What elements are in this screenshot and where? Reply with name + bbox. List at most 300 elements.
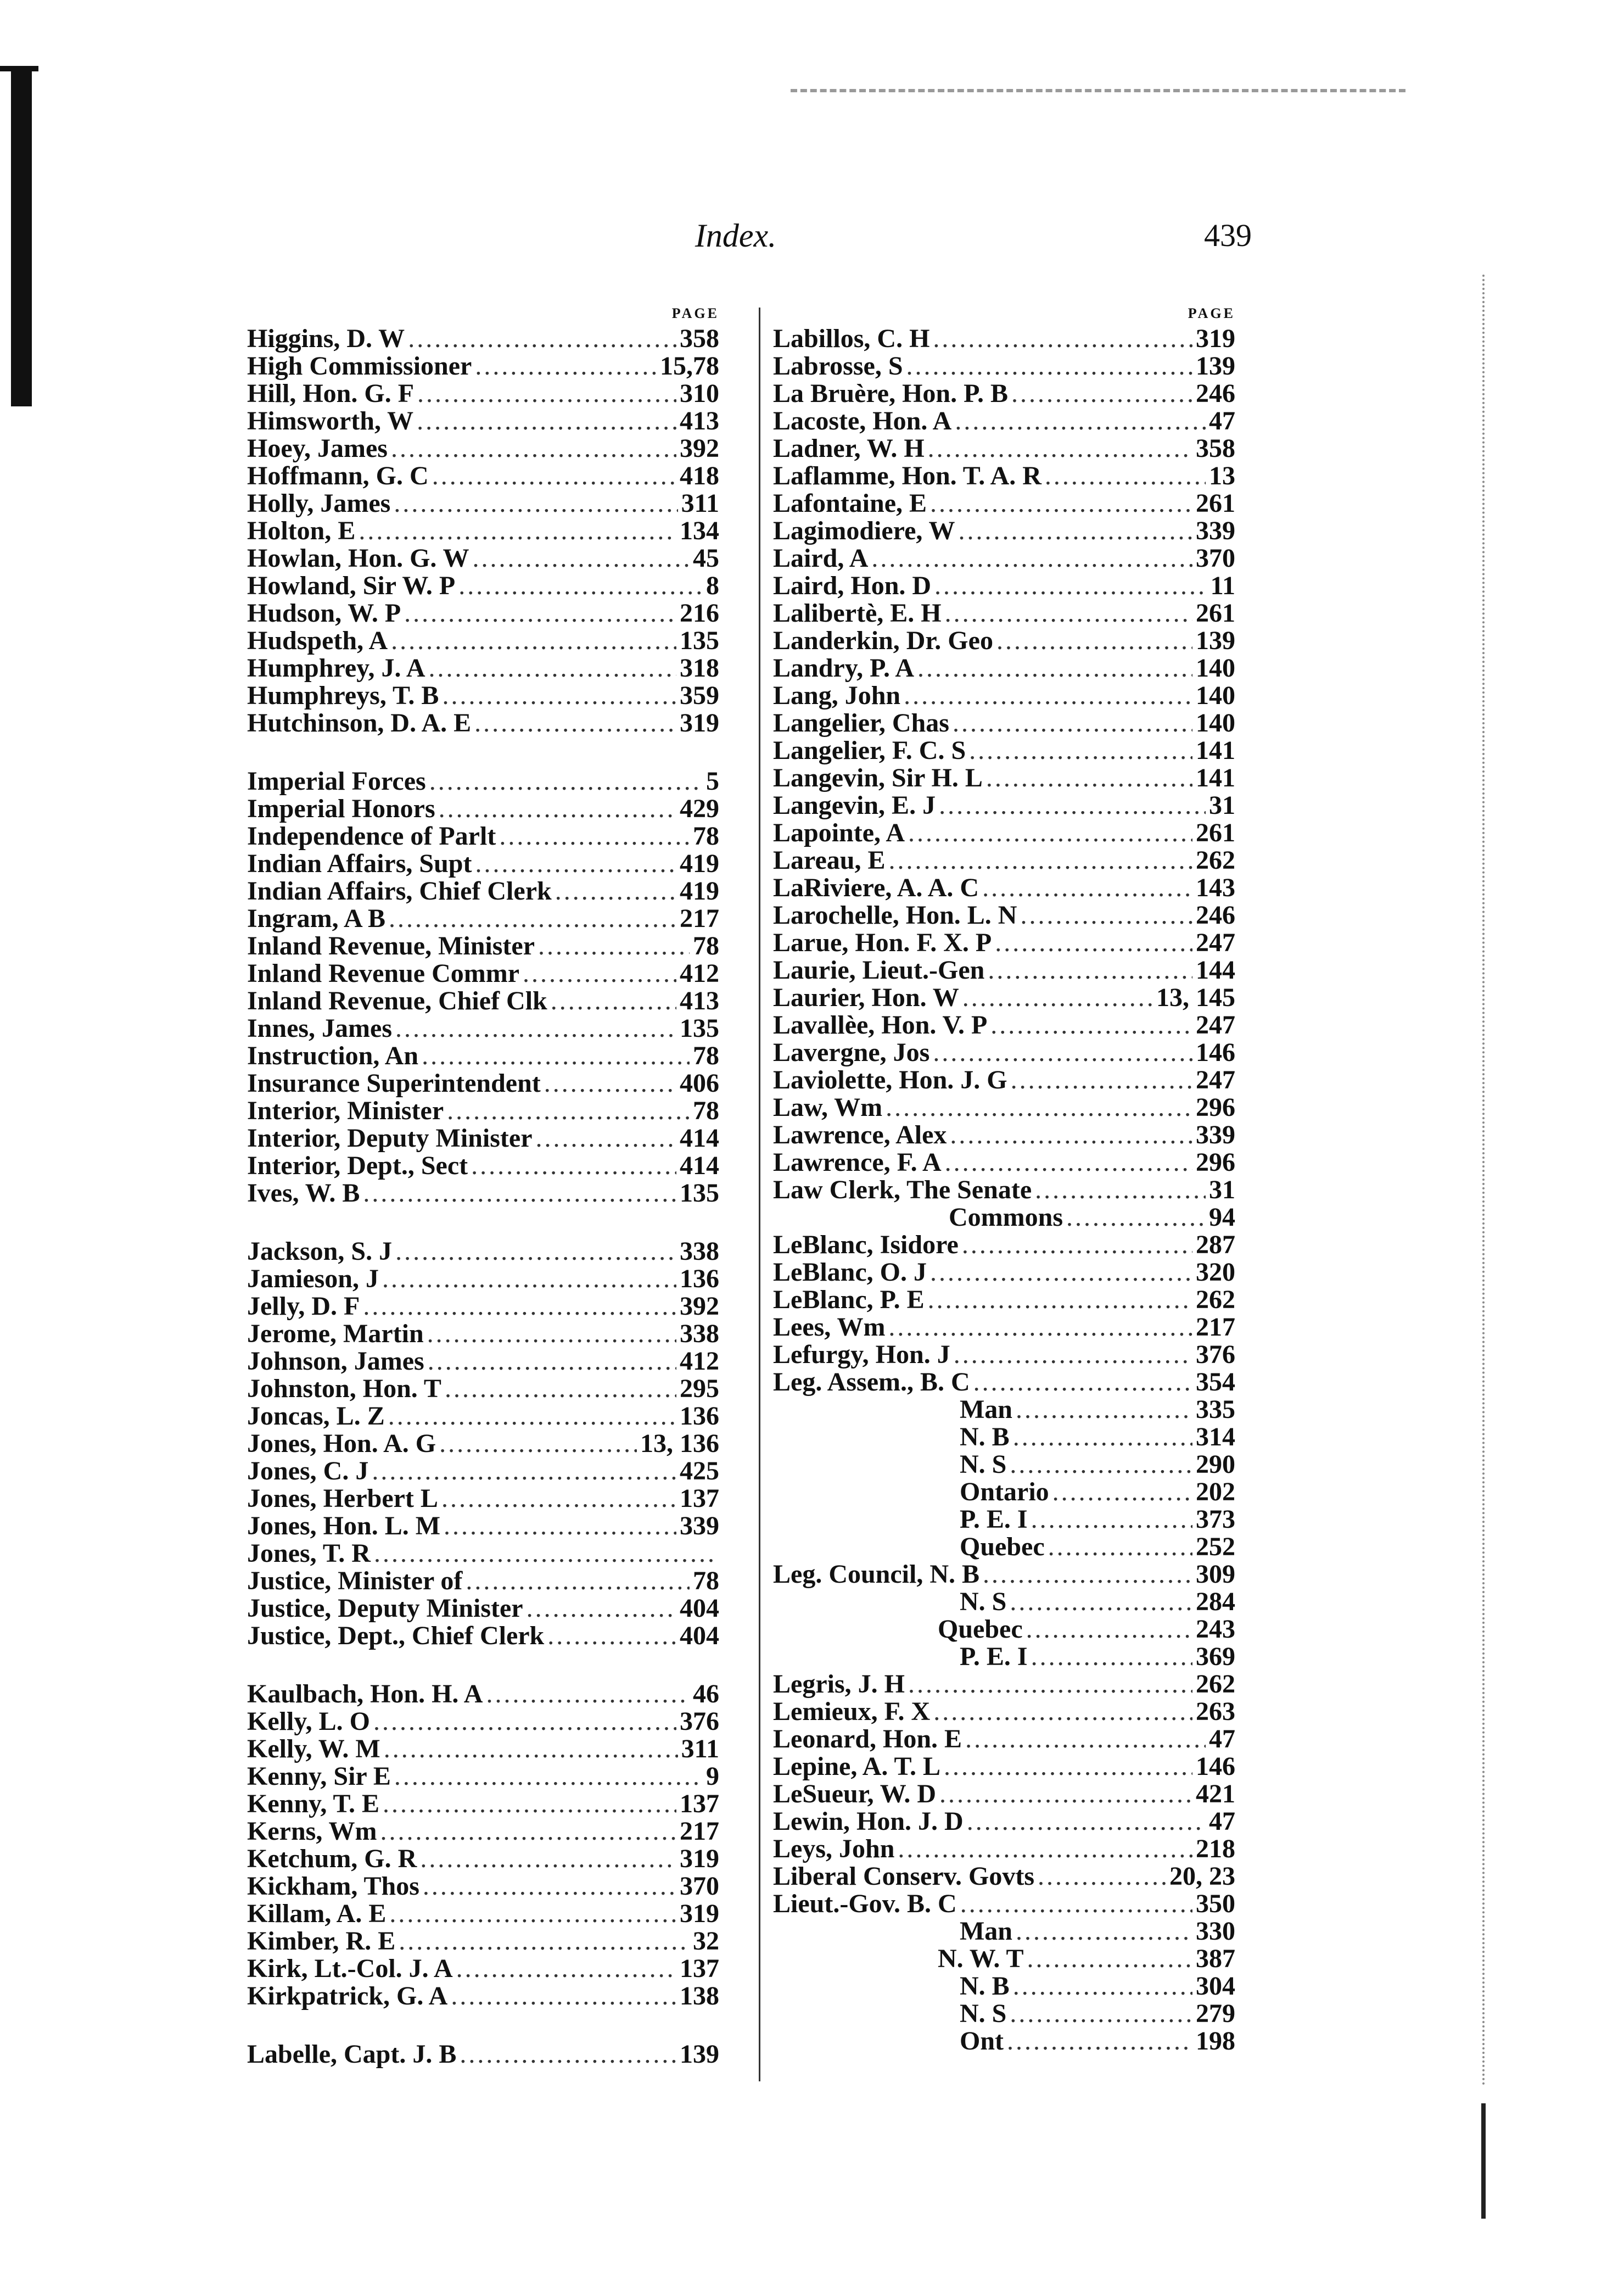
dot-leader <box>1011 380 1192 407</box>
dot-leader <box>388 1403 676 1430</box>
index-entry <box>773 1259 1235 1286</box>
index-entry <box>773 600 1235 627</box>
index-entry <box>773 435 1235 462</box>
index-entry-name: Himsworth, W <box>247 407 414 435</box>
index-entry-name: Jackson, S. J <box>247 1238 393 1265</box>
index-entry-name: Leonard, Hon. E <box>773 1725 962 1753</box>
dot-leader <box>389 1900 676 1928</box>
index-entry-name: Liberal Conserv. Govts <box>773 1863 1034 1890</box>
index-entry <box>773 2000 1235 2028</box>
index-entry-page: 146 <box>1196 1039 1235 1066</box>
index-entry-page: 318 <box>680 655 719 682</box>
index-entry-page: 137 <box>680 1790 719 1818</box>
index-entry-name: Langevin, E. J <box>773 792 936 819</box>
index-entry-page: 339 <box>1196 517 1235 545</box>
dot-leader <box>547 1622 676 1650</box>
index-entry-page: 202 <box>1196 1478 1235 1506</box>
index-entry-page: 138 <box>680 1983 719 2010</box>
dot-leader <box>933 325 1192 353</box>
index-entry-page: 246 <box>1196 380 1235 407</box>
index-section-gap <box>247 2010 719 2041</box>
index-entry <box>247 1708 719 1735</box>
index-entry <box>247 2041 719 2068</box>
dot-leader <box>965 1725 1206 1753</box>
index-entry <box>773 1643 1235 1671</box>
index-entry-name: Commons <box>949 1204 1063 1231</box>
index-entry-page: 136 <box>680 1403 719 1430</box>
index-entry-page: 406 <box>680 1070 719 1097</box>
index-entry-page: 31 <box>1209 792 1235 819</box>
dot-leader <box>930 1259 1192 1286</box>
index-entry-name: Lavallèe, Hon. V. P <box>773 1012 988 1039</box>
index-entry-name: Langelier, Chas <box>773 710 949 737</box>
dot-leader <box>1010 1588 1192 1616</box>
index-entry-page: 217 <box>680 905 719 932</box>
dot-leader <box>1016 1396 1192 1423</box>
index-entry-name: Jones, Herbert L <box>247 1485 438 1512</box>
index-entry <box>773 819 1235 847</box>
index-entry-name: Independence of Parlt <box>247 823 496 850</box>
index-entry <box>773 902 1235 929</box>
index-entry <box>247 1873 719 1900</box>
index-entry-page: 338 <box>680 1320 719 1348</box>
index-entry-page: 78 <box>693 1567 719 1595</box>
index-entry-name: Howland, Sir W. P <box>247 572 456 600</box>
index-entry-name: Lieut.-Gov. B. C <box>773 1890 957 1918</box>
dot-leader <box>953 710 1192 737</box>
dot-leader <box>1026 1616 1192 1643</box>
index-entry-page: 418 <box>680 462 719 490</box>
index-entry <box>773 737 1235 764</box>
index-entry-page: 31 <box>1209 1176 1235 1204</box>
dot-leader <box>960 1890 1192 1918</box>
index-entry-name: Laird, Hon. D <box>773 572 932 600</box>
scan-edge-tick <box>0 66 38 71</box>
index-entry <box>773 1506 1235 1533</box>
index-entry-page: 135 <box>680 1180 719 1207</box>
index-entry <box>247 1070 719 1097</box>
index-section-gap <box>247 737 719 768</box>
index-entry-name: Interior, Dept., Sect <box>247 1152 468 1180</box>
index-entry-name: Humphreys, T. B <box>247 682 439 710</box>
dot-leader <box>933 1039 1192 1066</box>
dot-leader <box>399 1928 690 1955</box>
index-entry <box>247 325 719 353</box>
index-entry-name: Ingram, A B <box>247 905 386 932</box>
index-entry-name: LeBlanc, Isidore <box>773 1231 959 1259</box>
index-entry-page: 263 <box>1196 1698 1235 1725</box>
index-entry-name: Ladner, W. H <box>773 435 925 462</box>
left-column-page-label: PAGE <box>671 305 719 321</box>
dot-leader <box>475 353 657 380</box>
dot-leader <box>954 1341 1192 1369</box>
index-entry-page: 421 <box>1196 1780 1235 1808</box>
dot-leader <box>945 600 1192 627</box>
dot-leader <box>383 1790 676 1818</box>
index-entry-name: Kirk, Lt.-Col. J. A <box>247 1955 453 1983</box>
dot-leader <box>1066 1204 1206 1231</box>
dot-leader <box>1031 1643 1192 1671</box>
dot-leader <box>536 1125 677 1152</box>
index-entry-name: Justice, Deputy Minister <box>247 1595 523 1622</box>
index-entry <box>773 1231 1235 1259</box>
index-entry-name: Hudson, W. P <box>247 600 401 627</box>
index-entry <box>247 490 719 517</box>
index-entry <box>247 1818 719 1845</box>
dot-leader <box>990 1012 1192 1039</box>
dot-leader <box>429 768 703 795</box>
index-entry <box>773 764 1235 792</box>
index-entry <box>773 655 1235 682</box>
scan-edge-bar <box>11 71 32 406</box>
index-entry-name: Quebec <box>960 1533 1045 1561</box>
dot-leader <box>363 1180 676 1207</box>
dot-leader <box>372 1457 676 1485</box>
index-entry-page: 358 <box>1196 435 1235 462</box>
index-entry <box>247 1293 719 1320</box>
dot-leader <box>939 1780 1192 1808</box>
index-entry-page: 247 <box>1196 929 1235 957</box>
column-divider <box>759 308 760 2081</box>
index-entry-page: 216 <box>680 600 719 627</box>
dot-leader <box>1010 2000 1192 2028</box>
index-entry-page: 261 <box>1196 490 1235 517</box>
index-entry-name: Lareau, E <box>773 847 886 874</box>
index-entry <box>247 1900 719 1928</box>
index-entry-name: Lagimodiere, W <box>773 517 955 545</box>
dot-leader <box>432 462 676 490</box>
index-entry <box>773 1451 1235 1478</box>
index-entry-page: 370 <box>1196 545 1235 572</box>
index-entry-page: 144 <box>1196 957 1235 984</box>
dot-leader <box>427 1320 676 1348</box>
index-entry <box>773 1808 1235 1835</box>
index-entry-page: 414 <box>680 1152 719 1180</box>
index-entry-page: 13 <box>1209 462 1235 490</box>
index-entry <box>773 1616 1235 1643</box>
index-entry <box>247 850 719 878</box>
index-entry <box>773 1423 1235 1451</box>
index-entry-name: N. S <box>960 2000 1007 2028</box>
index-section-gap <box>247 1207 719 1238</box>
index-entry <box>773 627 1235 655</box>
dot-leader <box>871 545 1192 572</box>
index-entry-page: 373 <box>1196 1506 1235 1533</box>
index-entry <box>773 353 1235 380</box>
dot-leader <box>988 957 1192 984</box>
index-entry-page: 47 <box>1209 1808 1235 1835</box>
dot-leader <box>391 435 676 462</box>
index-section-gap <box>247 1650 719 1680</box>
index-entry-page: 404 <box>680 1595 719 1622</box>
dot-leader <box>1045 462 1206 490</box>
index-entry-name: Jones, Hon. L. M <box>247 1512 441 1540</box>
dot-leader <box>1010 1451 1192 1478</box>
dot-leader <box>904 682 1192 710</box>
index-entry-name: Law Clerk, The Senate <box>773 1176 1032 1204</box>
index-entry-name: Labillos, C. H <box>773 325 930 353</box>
index-entry-name: LeSueur, W. D <box>773 1780 936 1808</box>
index-entry-page: 335 <box>1196 1396 1235 1423</box>
dot-leader <box>523 960 676 987</box>
index-entry-page: 290 <box>1196 1451 1235 1478</box>
index-entry <box>247 1125 719 1152</box>
index-entry <box>247 1238 719 1265</box>
index-entry-page: 143 <box>1196 874 1235 902</box>
dot-leader <box>460 2041 676 2068</box>
dot-leader <box>955 407 1206 435</box>
index-entry <box>247 1845 719 1873</box>
index-entry-page: 414 <box>680 1125 719 1152</box>
dot-leader <box>1013 1423 1192 1451</box>
dot-leader <box>969 737 1192 764</box>
index-entry-name: Ives, W. B <box>247 1180 360 1207</box>
index-entry-name: Labelle, Capt. J. B <box>247 2041 457 2068</box>
dot-leader <box>888 847 1192 874</box>
index-entry-page: 261 <box>1196 819 1235 847</box>
index-entry <box>773 1012 1235 1039</box>
dot-leader <box>544 1070 676 1097</box>
dot-leader <box>359 517 676 545</box>
dot-leader <box>1038 1863 1166 1890</box>
index-entry-page: 296 <box>1196 1094 1235 1121</box>
index-entry-name: Lawrence, Alex <box>773 1121 947 1149</box>
index-entry-page: 137 <box>680 1485 719 1512</box>
index-entry <box>773 682 1235 710</box>
index-entry-page: 140 <box>1196 655 1235 682</box>
index-entry <box>247 960 719 987</box>
index-entry-name: Jones, T. R <box>247 1540 371 1567</box>
index-entry-name: Leg. Assem., B. C <box>773 1369 970 1396</box>
dot-leader <box>471 1152 676 1180</box>
index-entry-page: 387 <box>1196 1945 1235 1973</box>
index-entry-page: 141 <box>1196 737 1235 764</box>
index-entry <box>773 1121 1235 1149</box>
index-entry <box>247 1595 719 1622</box>
index-entry <box>247 1015 719 1042</box>
index-entry <box>247 1403 719 1430</box>
index-entry <box>247 768 719 795</box>
index-entry-name: Lapointe, A <box>773 819 905 847</box>
dot-leader <box>423 1873 676 1900</box>
dot-leader <box>551 987 676 1015</box>
index-entry <box>773 462 1235 490</box>
index-entry <box>247 353 719 380</box>
dot-leader <box>429 655 676 682</box>
index-entry-page: 11 <box>1210 572 1235 600</box>
index-entry-name: Jelly, D. F <box>247 1293 360 1320</box>
index-entry <box>247 1430 719 1457</box>
index-entry <box>247 932 719 960</box>
index-entry <box>247 795 719 823</box>
dot-leader <box>363 1293 676 1320</box>
index-entry <box>247 1180 719 1207</box>
index-entry-name: Interior, Minister <box>247 1097 444 1125</box>
dot-leader <box>404 600 676 627</box>
index-entry <box>773 1561 1235 1588</box>
index-entry <box>247 572 719 600</box>
index-entry-name: Kickham, Thos <box>247 1873 419 1900</box>
dot-leader <box>1011 1066 1192 1094</box>
index-entry <box>247 1567 719 1595</box>
index-entry-page: 319 <box>680 1845 719 1873</box>
page-number: 439 <box>1204 217 1252 253</box>
dot-leader <box>499 823 690 850</box>
dot-leader <box>908 1671 1192 1698</box>
index-entry-page: 319 <box>680 710 719 737</box>
index-entry <box>773 1973 1235 2000</box>
dot-leader <box>1031 1506 1192 1533</box>
index-entry-name: Inland Revenue Commr <box>247 960 520 987</box>
index-entry-name: Jones, C. J <box>247 1457 369 1485</box>
dot-leader <box>374 1540 716 1567</box>
index-entry-page: 139 <box>1196 353 1235 380</box>
index-entry <box>773 545 1235 572</box>
dot-leader <box>394 490 677 517</box>
dot-leader <box>445 1375 676 1403</box>
index-entry-name: Lewin, Hon. J. D <box>773 1808 964 1835</box>
index-entry-page: 78 <box>693 932 719 960</box>
index-entry-page: 309 <box>1196 1561 1235 1588</box>
index-entry-page: 284 <box>1196 1588 1235 1616</box>
dot-leader <box>527 1595 676 1622</box>
index-entry <box>773 1588 1235 1616</box>
index-entry-page: 5 <box>706 768 719 795</box>
index-entry-page: 338 <box>680 1238 719 1265</box>
index-entry-page: 350 <box>1196 1890 1235 1918</box>
index-entry <box>773 1918 1235 1945</box>
index-entry <box>247 905 719 932</box>
index-entry-page: 419 <box>680 850 719 878</box>
index-entry-page: 247 <box>1196 1012 1235 1039</box>
index-entry-name: Law, Wm <box>773 1094 883 1121</box>
index-entry-page: 314 <box>1196 1423 1235 1451</box>
dot-leader <box>391 627 676 655</box>
dot-leader <box>384 1735 678 1763</box>
index-entry-page: 252 <box>1196 1533 1235 1561</box>
index-entry-page: 20, 23 <box>1169 1863 1235 1890</box>
index-entry-name: Lemieux, F. X <box>773 1698 931 1725</box>
dot-leader <box>908 819 1192 847</box>
index-entry-page: 339 <box>680 1512 719 1540</box>
index-entry-page: 369 <box>1196 1643 1235 1671</box>
index-entry-name: Insurance Superintendent <box>247 1070 541 1097</box>
index-entry-page: 429 <box>680 795 719 823</box>
dot-leader <box>474 710 676 737</box>
index-entry <box>773 792 1235 819</box>
index-entry-page: 412 <box>680 960 719 987</box>
index-entry <box>247 1348 719 1375</box>
index-entry-name: Laurier, Hon. W <box>773 984 959 1012</box>
index-entry-page: 78 <box>693 823 719 850</box>
dot-leader <box>395 1015 676 1042</box>
dot-leader <box>380 1818 676 1845</box>
index-entry-page: 218 <box>1196 1835 1235 1863</box>
dot-leader <box>486 1680 690 1708</box>
dot-leader <box>451 1983 676 2010</box>
index-entry-name: Imperial Honors <box>247 795 435 823</box>
index-entry-name: Ontario <box>960 1478 1049 1506</box>
index-entry <box>247 600 719 627</box>
index-entry <box>773 572 1235 600</box>
dot-leader <box>950 1121 1192 1149</box>
index-entry-page: 419 <box>680 878 719 905</box>
dot-leader <box>458 572 703 600</box>
index-entry-name: Holly, James <box>247 490 391 517</box>
running-title: Index. <box>695 217 777 254</box>
index-entry-name: Lalibertè, E. H <box>773 600 942 627</box>
index-entry-page: 94 <box>1209 1204 1235 1231</box>
dot-leader <box>1035 1176 1206 1204</box>
index-entry <box>773 1039 1235 1066</box>
index-entry <box>773 1369 1235 1396</box>
index-entry-name: Joncas, L. Z <box>247 1403 385 1430</box>
index-entry-page: 247 <box>1196 1066 1235 1094</box>
index-entry-name: Humphrey, J. A <box>247 655 425 682</box>
index-entry-name: Ketchum, G. R <box>247 1845 417 1873</box>
index-entry-name: Kimber, R. E <box>247 1928 396 1955</box>
index-entry-name: LaRiviere, A. A. C <box>773 874 979 902</box>
index-entry-name: Instruction, An <box>247 1042 419 1070</box>
index-entry-page: 217 <box>680 1818 719 1845</box>
index-entry <box>773 984 1235 1012</box>
dot-leader <box>944 1753 1192 1780</box>
dot-leader <box>1048 1533 1192 1561</box>
index-entry-page: 413 <box>680 407 719 435</box>
index-entry <box>247 1540 719 1567</box>
index-entry-name: Man <box>960 1396 1012 1423</box>
dot-leader <box>1016 1918 1192 1945</box>
dot-leader <box>962 1231 1192 1259</box>
index-entry-page: 47 <box>1209 1725 1235 1753</box>
index-right-column <box>773 325 1235 2055</box>
index-entry <box>773 1094 1235 1121</box>
index-entry <box>247 655 719 682</box>
index-entry-name: LeBlanc, P. E <box>773 1286 925 1314</box>
index-entry <box>247 1152 719 1180</box>
index-entry-name: Lawrence, F. A <box>773 1149 942 1176</box>
dot-leader <box>928 435 1192 462</box>
index-entry-name: Landerkin, Dr. Geo <box>773 627 993 655</box>
dot-leader <box>447 1097 690 1125</box>
index-entry-name: Man <box>960 1918 1012 1945</box>
index-entry-name: Interior, Deputy Minister <box>247 1125 533 1152</box>
index-entry-name: Indian Affairs, Supt <box>247 850 472 878</box>
index-entry-page: 78 <box>693 1042 719 1070</box>
dot-leader <box>930 490 1192 517</box>
index-entry-page: 32 <box>693 1928 719 1955</box>
index-entry-name: Kirkpatrick, G. A <box>247 1983 448 2010</box>
index-entry-page: 287 <box>1196 1231 1235 1259</box>
index-entry-name: Labrosse, S <box>773 353 903 380</box>
dot-leader <box>389 905 676 932</box>
index-entry-name: Jerome, Martin <box>247 1320 424 1348</box>
index-entry-name: Laviolette, Hon. J. G <box>773 1066 1007 1094</box>
index-entry <box>247 1512 719 1540</box>
index-entry-page: 404 <box>680 1622 719 1650</box>
index-entry-name: Kelly, L. O <box>247 1708 371 1735</box>
index-entry-page: 295 <box>680 1375 719 1403</box>
index-entry <box>773 929 1235 957</box>
index-entry-name: Innes, James <box>247 1015 393 1042</box>
index-entry <box>773 874 1235 902</box>
dot-leader <box>439 1430 637 1457</box>
index-entry-page: 262 <box>1196 847 1235 874</box>
index-entry-page: 198 <box>1196 2028 1235 2055</box>
index-entry-name: N. B <box>960 1423 1010 1451</box>
index-entry-name: Landry, P. A <box>773 655 914 682</box>
index-entry-page: 243 <box>1196 1616 1235 1643</box>
